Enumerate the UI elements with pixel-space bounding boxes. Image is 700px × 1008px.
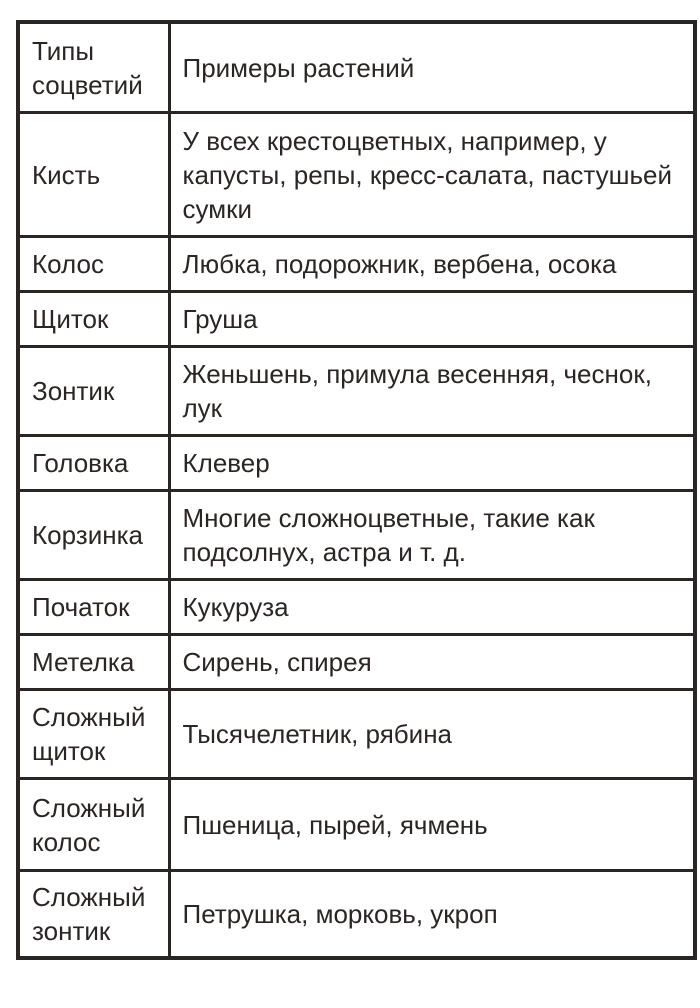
type-cell: Початок bbox=[18, 580, 169, 635]
examples-cell: Многие сложноцветные, такие как подсолнух, астра и т. д. bbox=[169, 491, 695, 580]
examples-cell: Петрушка, морковь, укроп bbox=[169, 871, 695, 959]
header-type-cell: Типы соцветий bbox=[18, 22, 169, 113]
type-cell: Сложный колос bbox=[18, 779, 169, 871]
examples-cell: Сирень, спирея bbox=[169, 635, 695, 690]
type-cell: Корзинка bbox=[18, 491, 169, 580]
table-row bbox=[18, 113, 695, 237]
examples-cell: Клевер bbox=[169, 436, 695, 491]
table-row bbox=[18, 779, 695, 871]
table-row bbox=[18, 237, 695, 292]
examples-cell: Груша bbox=[169, 292, 695, 347]
examples-cell: Пшеница, пырей, ячмень bbox=[169, 779, 695, 871]
header-examples-cell: Примеры растений bbox=[169, 22, 695, 113]
table-header-row bbox=[18, 22, 695, 113]
table-row bbox=[18, 690, 695, 779]
table-row bbox=[18, 491, 695, 580]
table-row bbox=[18, 292, 695, 347]
table-row bbox=[18, 635, 695, 690]
type-cell: Метелка bbox=[18, 635, 169, 690]
examples-cell: Тысячелетник, рябина bbox=[169, 690, 695, 779]
type-cell: Сложный щиток bbox=[18, 690, 169, 779]
table-row bbox=[18, 436, 695, 491]
examples-cell: Кукуруза bbox=[169, 580, 695, 635]
type-cell: Головка bbox=[18, 436, 169, 491]
table-row bbox=[18, 871, 695, 959]
inflorescence-table bbox=[16, 20, 697, 960]
type-cell: Кисть bbox=[18, 113, 169, 237]
type-cell: Колос bbox=[18, 237, 169, 292]
examples-cell: Любка, подорожник, вербена, осока bbox=[169, 237, 695, 292]
table-row bbox=[18, 580, 695, 635]
type-cell: Зонтик bbox=[18, 347, 169, 436]
type-cell: Щиток bbox=[18, 292, 169, 347]
type-cell: Сложный зонтик bbox=[18, 871, 169, 959]
examples-cell: Женьшень, примула весенняя, чеснок, лук bbox=[169, 347, 695, 436]
inflorescence-table-container bbox=[16, 20, 693, 960]
examples-cell: У всех крестоцветных, например, у капусты, репы, кресс-салата, пастушьей сумки bbox=[169, 113, 695, 237]
table-row bbox=[18, 347, 695, 436]
